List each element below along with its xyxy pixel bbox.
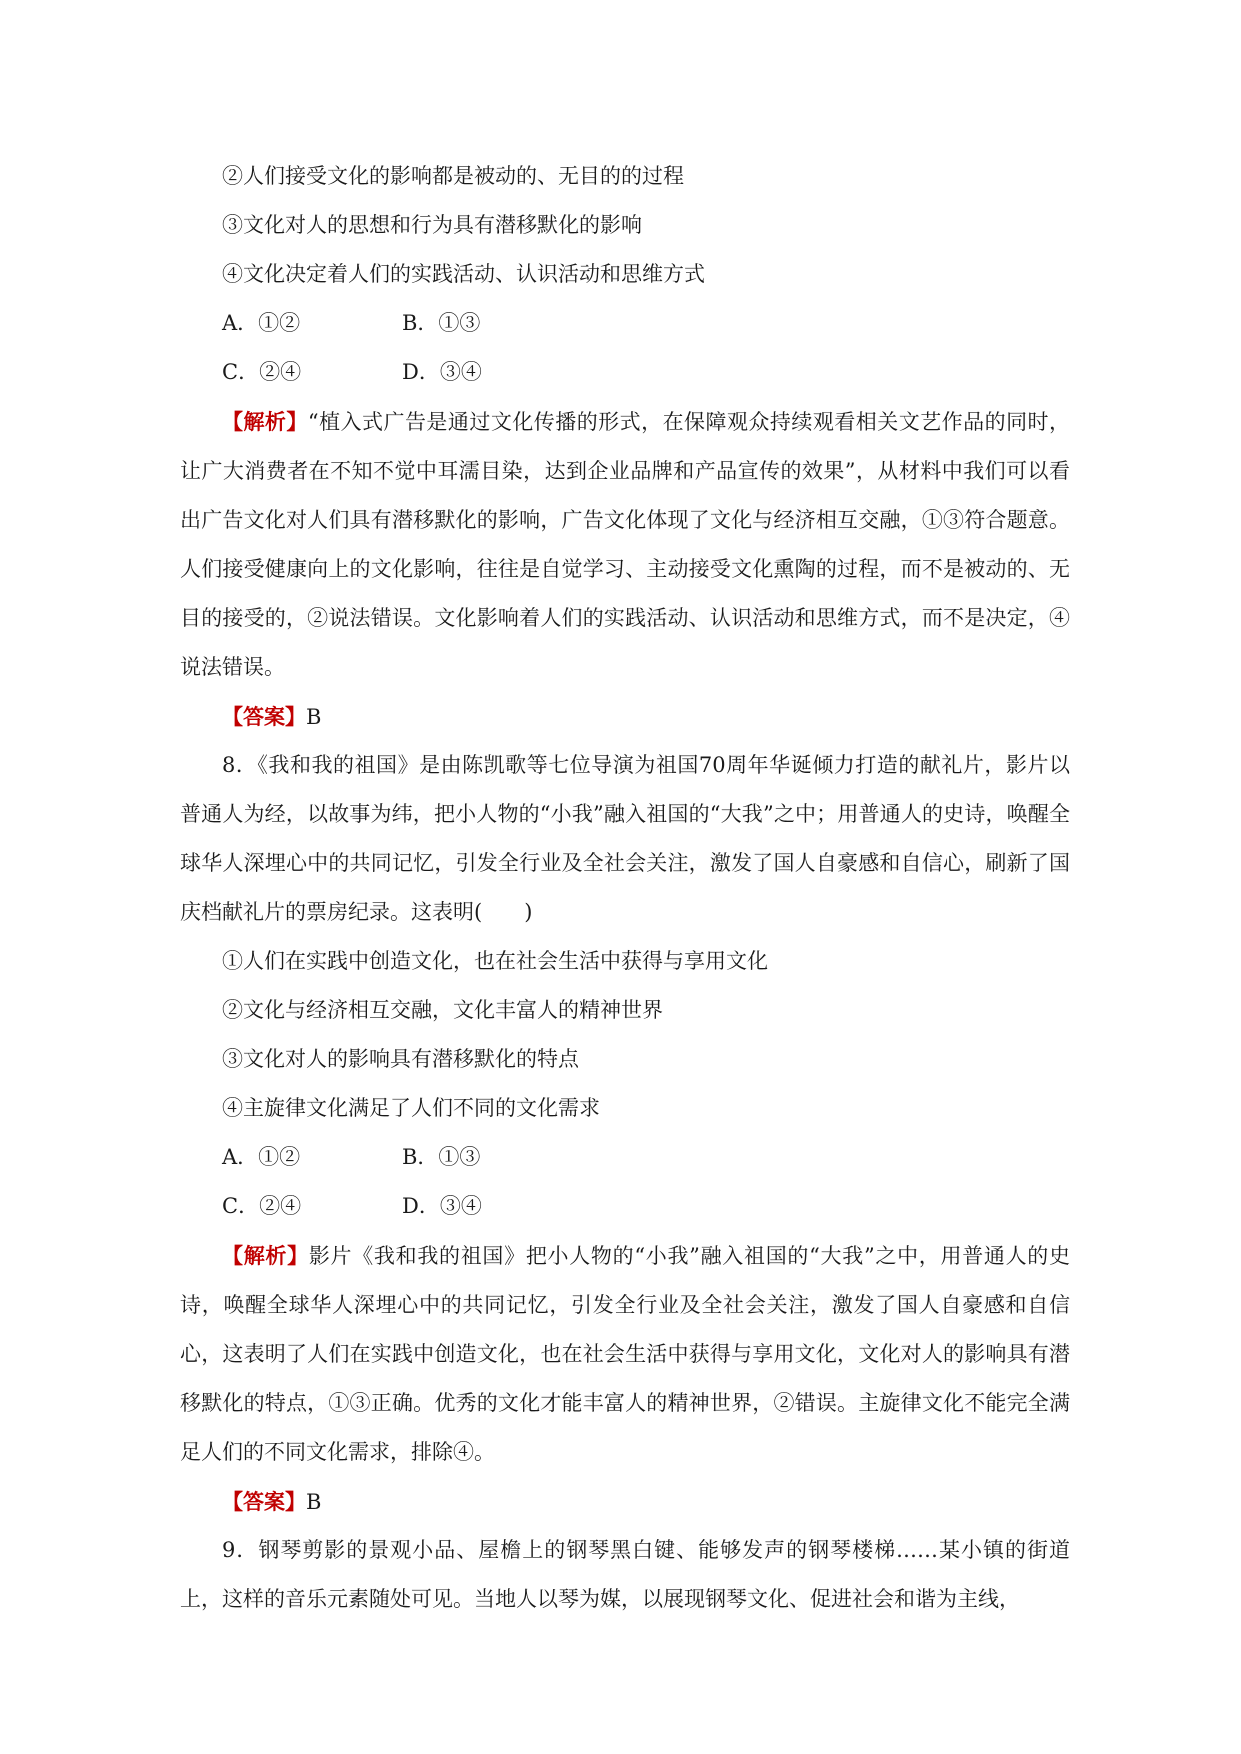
q8-answer-value: B: [306, 1490, 322, 1514]
q7-answer-tag: 【答案】: [222, 704, 306, 729]
q8-statement-1: ①人们在实践中创造文化，也在社会生活中获得与享用文化: [222, 949, 768, 973]
q8-stem: 8．《我和我的祖国》是由陈凯歌等七位导演为祖国70周年华诞倾力打造的献礼片，影片以普通人为经，以故事为纬，把小人物的“小我”融入祖国的“大我”之中；用普通人的史诗，唤醒全球华人深埋心中的共同记忆，引发全行业及全社会关注，激发了国人自豪感和自信心，刷新了国庆档献礼片的票房纪录。这表明( ): [180, 753, 1070, 924]
q8-analysis-text: 影片《我和我的祖国》把小人物的“小我”融入祖国的“大我”之中，用普通人的史诗，唤醒全球华人深埋心中的共同记忆，引发全行业及全社会关注，激发了国人自豪感和自信心，这表明了人们在实践中创造文化，也在社会生活中获得与享用文化，文化对人的影响具有潜移默化的特点，①③正确。优秀的文化才能丰富人的精神世界，②错误。主旋律文化不能完全满足人们的不同文化需求，排除④。: [180, 1244, 1070, 1464]
q7-answer-value: B: [306, 705, 322, 729]
q7-option-b: B．①③: [402, 311, 481, 335]
q8-option-c: C．②④: [222, 1194, 302, 1218]
q8-analysis: [180, 1231, 1070, 1477]
q8-options-row-1: [180, 1133, 1070, 1182]
q8-statement-4: ④主旋律文化满足了人们不同的文化需求: [222, 1096, 600, 1120]
q8-option-d: D．③④: [402, 1194, 482, 1218]
q8-statement-3: ③文化对人的影响具有潜移默化的特点: [222, 1047, 579, 1071]
q7-statement-4: ④文化决定着人们的实践活动、认识活动和思维方式: [222, 262, 705, 286]
q7-options-row-2: [180, 348, 1070, 397]
q7-answer: [180, 692, 1070, 741]
q8-options-row-2: [180, 1182, 1070, 1231]
q8-analysis-tag: 【解析】: [222, 1243, 309, 1268]
q7-statement-2: ②人们接受文化的影响都是被动的、无目的的过程: [222, 164, 684, 188]
q8-answer: [180, 1477, 1070, 1526]
q8-option-a: A．①②: [222, 1145, 301, 1169]
q8-option-b: B．①③: [402, 1145, 481, 1169]
q9-stem: 9．钢琴剪影的景观小品、屋檐上的钢琴黑白键、能够发声的钢琴楼梯……某小镇的街道上，这样的音乐元素随处可见。当地人以琴为媒，以展现钢琴文化、促进社会和谐为主线，: [180, 1538, 1070, 1611]
document-page: [180, 152, 1070, 1624]
q7-statement-3: ③文化对人的思想和行为具有潜移默化的影响: [222, 213, 642, 237]
q8-answer-tag: 【答案】: [222, 1489, 306, 1514]
q8-statement-2: ②文化与经济相互交融，文化丰富人的精神世界: [222, 998, 663, 1022]
q7-analysis-text: “植入式广告是通过文化传播的形式，在保障观众持续观看相关文艺作品的同时，让广大消费者在不知不觉中耳濡目染，达到企业品牌和产品宣传的效果”，从材料中我们可以看出广告文化对人们具有潜移默化的影响，广告文化体现了文化与经济相互交融，①③符合题意。人们接受健康向上的文化影响，往往是自觉学习、主动接受文化熏陶的过程，而不是被动的、无目的接受的，②说法错误。文化影响着人们的实践活动、认识活动和思维方式，而不是决定，④说法错误。: [180, 410, 1070, 679]
q7-option-a: A．①②: [222, 311, 301, 335]
q7-option-c: C．②④: [222, 360, 302, 384]
q7-analysis-tag: 【解析】: [222, 409, 308, 434]
q7-option-d: D．③④: [402, 360, 482, 384]
q7-options-row-1: [180, 299, 1070, 348]
q7-analysis: [180, 397, 1070, 692]
